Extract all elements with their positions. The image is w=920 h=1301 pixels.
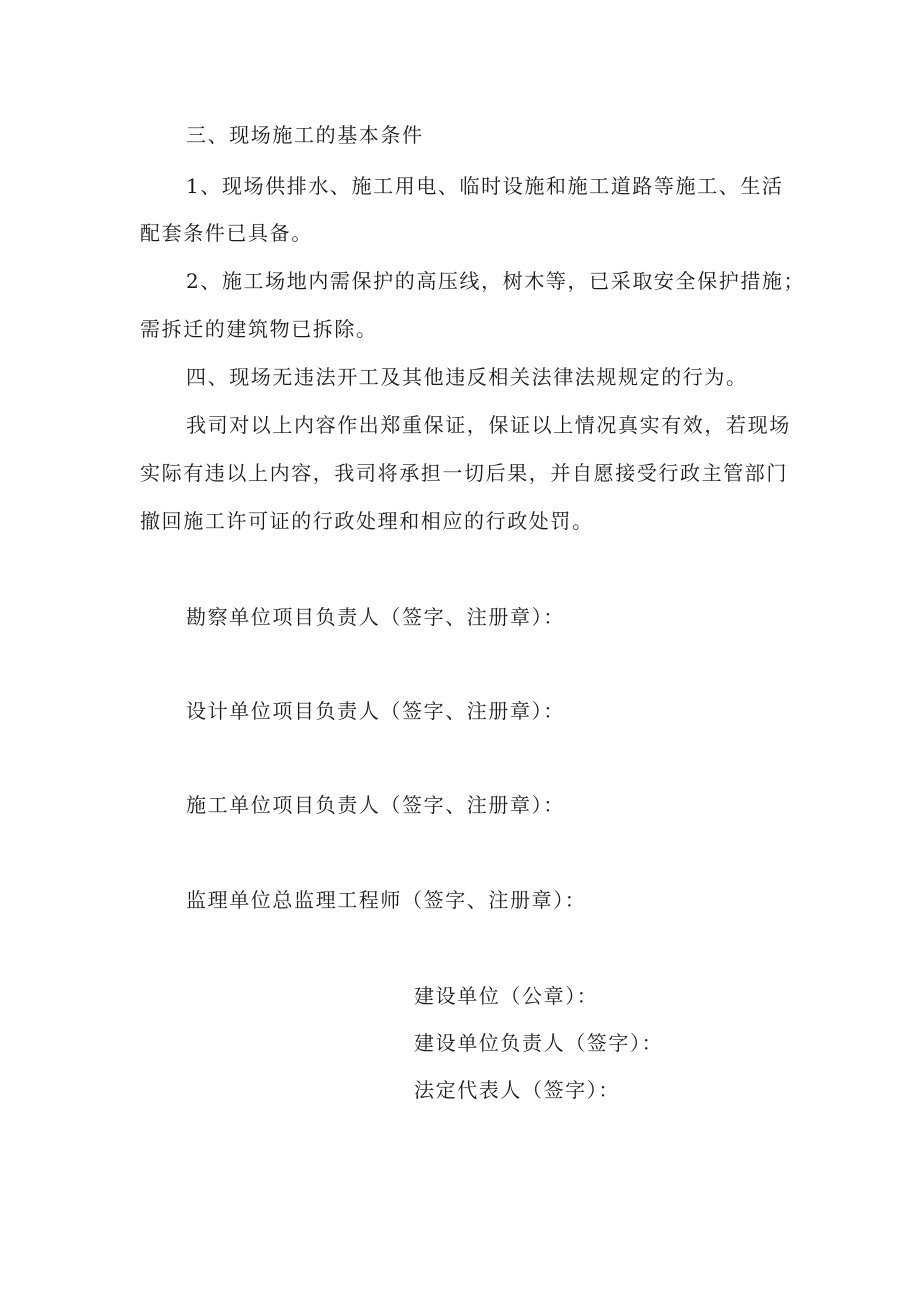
design-signature-label: 设计单位项目负责人（签字、注册章）：	[186, 699, 565, 723]
guarantee-line-2: 实际有违以上内容，我司将承担一切后果，并自愿接受行政主管部门	[140, 461, 788, 485]
owner-seal-label: 建设单位（公章）：	[414, 984, 599, 1008]
owner-head-signature-label: 建设单位负责人（签字）：	[414, 1031, 664, 1055]
item-1-line-1: 1、现场供排水、施工用电、临时设施和施工道路等施工、生活	[186, 174, 784, 198]
item-1-line-2: 配套条件已具备。	[140, 221, 313, 245]
section-3-heading: 三、现场施工的基本条件	[186, 123, 424, 147]
section-4-heading: 四、现场无违法开工及其他违反相关法律法规规定的行为。	[186, 365, 748, 389]
item-2-line-2: 需拆迁的建筑物已拆除。	[140, 317, 378, 341]
legal-rep-signature-label: 法定代表人（签字）：	[414, 1078, 620, 1102]
guarantee-line-1: 我司对以上内容作出郑重保证，保证以上情况真实有效，若现场	[186, 413, 791, 437]
supervision-signature-label: 监理单位总监理工程师（签字、注册章）：	[186, 888, 587, 912]
item-2-line-1: 2、施工场地内需保护的高压线，树木等，已采取安全保护措施；	[186, 269, 806, 293]
guarantee-line-3: 撤回施工许可证的行政处理和相应的行政处罚。	[140, 509, 594, 533]
construction-signature-label: 施工单位项目负责人（签字、注册章）：	[186, 793, 565, 817]
survey-signature-label: 勘察单位项目负责人（签字、注册章）：	[186, 605, 565, 629]
